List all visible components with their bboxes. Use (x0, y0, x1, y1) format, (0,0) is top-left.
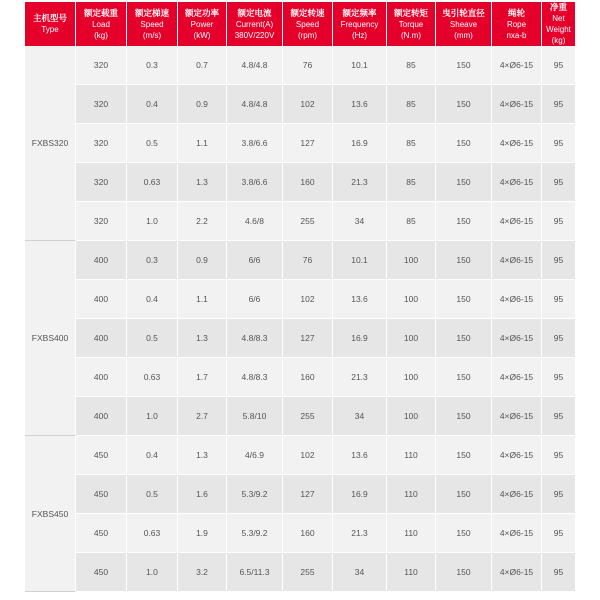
table-cell: 150 (436, 475, 492, 514)
table-cell: 1.6 (178, 475, 227, 514)
table-cell: 102 (283, 280, 333, 319)
table-cell: 100 (387, 319, 436, 358)
model-type-cell: FXBS320 (25, 46, 76, 241)
column-header-zh: 主机型号 (32, 13, 67, 23)
column-header-en: (kg) (551, 36, 566, 45)
table-cell: 400 (76, 319, 127, 358)
table-cell: 4×Ø6-15 (492, 553, 542, 592)
table-cell: 21.3 (333, 514, 387, 553)
table-row (25, 163, 575, 202)
table-cell: 6/6 (227, 280, 283, 319)
table-cell: 95 (542, 436, 575, 475)
table-cell: 150 (436, 514, 492, 553)
table-row (25, 397, 575, 436)
table-cell: 320 (76, 202, 127, 241)
table-cell: 3.2 (178, 553, 227, 592)
table-cell: 85 (387, 85, 436, 124)
table-cell: 16.9 (333, 475, 387, 514)
table-cell: 150 (436, 436, 492, 475)
table-cell: 150 (436, 241, 492, 280)
table-cell: 85 (387, 202, 436, 241)
column-header-en: (N.m) (401, 30, 421, 40)
table-cell: 95 (542, 202, 575, 241)
table-cell: 21.3 (333, 358, 387, 397)
table-cell: 150 (436, 124, 492, 163)
column-header-zh: 额定载重 (83, 7, 118, 18)
table-cell: 102 (283, 85, 333, 124)
table-cell: 450 (76, 553, 127, 592)
table-cell: 95 (542, 397, 575, 436)
table-cell: 95 (542, 85, 575, 124)
table-cell: 1.9 (178, 514, 227, 553)
column-header (333, 2, 387, 46)
table-cell: 255 (283, 553, 333, 592)
table-cell: 127 (283, 124, 333, 163)
column-header-zh: 额定转矩 (393, 7, 428, 18)
table-cell: 3.8/6.6 (227, 163, 283, 202)
table-cell: 4×Ø6-15 (492, 514, 542, 553)
column-header-zh: 额定转速 (290, 7, 325, 18)
table-cell: 4×Ø6-15 (492, 397, 542, 436)
column-header-en: (kW) (193, 30, 211, 40)
column-header-en: (mm) (454, 30, 473, 40)
table-cell: 110 (387, 514, 436, 553)
table-cell: 34 (333, 553, 387, 592)
column-header (283, 2, 333, 46)
column-header-en: (rpm) (297, 30, 318, 40)
column-header-zh: 额定梯速 (134, 7, 169, 18)
table-cell: 127 (283, 475, 333, 514)
table-cell: 1.0 (127, 397, 178, 436)
column-header-en: Current(A) (235, 19, 274, 29)
model-type-cell: FXBS400 (25, 241, 76, 436)
table-header-row (25, 2, 575, 46)
table-cell: 5.3/9.2 (227, 514, 283, 553)
table-cell: 0.9 (178, 241, 227, 280)
table-cell: 0.63 (127, 358, 178, 397)
table-cell: 0.9 (178, 85, 227, 124)
column-header-zh: 额定电流 (237, 7, 272, 18)
table-row (25, 85, 575, 124)
table-cell: 4.8/8.3 (227, 358, 283, 397)
table-cell: 160 (283, 514, 333, 553)
table-cell: 5.8/10 (227, 397, 283, 436)
table-cell: 400 (76, 280, 127, 319)
column-header (542, 2, 575, 46)
column-header (127, 2, 178, 46)
table-cell: 1.7 (178, 358, 227, 397)
table-cell: 160 (283, 163, 333, 202)
table-cell: 110 (387, 436, 436, 475)
table-cell: 160 (283, 358, 333, 397)
table-cell: 150 (436, 358, 492, 397)
table-cell: 5.3/9.2 (227, 475, 283, 514)
table-row (25, 202, 575, 241)
table-cell: 4.6/8 (227, 202, 283, 241)
table-cell: 95 (542, 553, 575, 592)
table-cell: 4.8/4.8 (227, 85, 283, 124)
table-cell: 34 (333, 202, 387, 241)
column-header (178, 2, 227, 46)
table-cell: 1.0 (127, 553, 178, 592)
table-cell: 110 (387, 553, 436, 592)
column-header-en: Frequency (340, 19, 379, 29)
table-cell: 95 (542, 475, 575, 514)
table-cell: 34 (333, 397, 387, 436)
table-cell: 13.6 (333, 436, 387, 475)
table-cell: 4×Ø6-15 (492, 280, 542, 319)
table-body (25, 46, 575, 592)
table-cell: 150 (436, 553, 492, 592)
table-cell: 102 (283, 436, 333, 475)
table-row (25, 46, 575, 85)
table-cell: 150 (436, 202, 492, 241)
table-cell: 100 (387, 397, 436, 436)
table-cell: 4×Ø6-15 (492, 85, 542, 124)
table-cell: 85 (387, 124, 436, 163)
table-cell: 100 (387, 358, 436, 397)
column-header-en: Net Weight (546, 14, 571, 34)
table-cell: 95 (542, 358, 575, 397)
column-header-zh: 额定频率 (342, 7, 377, 18)
table-cell: 16.9 (333, 319, 387, 358)
column-header-en: 380V/220V (234, 30, 275, 40)
table-cell: 0.4 (127, 85, 178, 124)
table-cell: 13.6 (333, 280, 387, 319)
model-type-cell: FXBS450 (25, 436, 76, 592)
column-header-en: Type (41, 25, 59, 34)
table-row (25, 124, 575, 163)
table-cell: 255 (283, 397, 333, 436)
column-header (387, 2, 436, 46)
column-header-en: (m/s) (142, 30, 162, 40)
table-cell: 400 (76, 358, 127, 397)
table-row (25, 514, 575, 553)
table-cell: 3.8/6.6 (227, 124, 283, 163)
table-cell: 0.63 (127, 514, 178, 553)
table-cell: 1.0 (127, 202, 178, 241)
column-header-en: (Hz) (351, 30, 368, 40)
table-cell: 320 (76, 124, 127, 163)
table-cell: 95 (542, 319, 575, 358)
table-cell: 76 (283, 46, 333, 85)
table-row (25, 553, 575, 592)
table-cell: 150 (436, 46, 492, 85)
table-cell: 100 (387, 280, 436, 319)
table-cell: 0.4 (127, 436, 178, 475)
table-cell: 2.7 (178, 397, 227, 436)
column-header-en: Speed (140, 19, 164, 29)
table-row (25, 358, 575, 397)
table-cell: 85 (387, 163, 436, 202)
table-cell: 0.4 (127, 280, 178, 319)
spec-table-container (25, 2, 575, 592)
table-cell: 320 (76, 85, 127, 124)
table-cell: 1.1 (178, 280, 227, 319)
column-header (25, 2, 76, 46)
column-header-en: Torque (398, 19, 424, 29)
table-cell: 0.3 (127, 46, 178, 85)
table-row (25, 280, 575, 319)
table-cell: 4.8/8.3 (227, 319, 283, 358)
table-cell: 76 (283, 241, 333, 280)
table-cell: 6/6 (227, 241, 283, 280)
table-cell: 16.9 (333, 124, 387, 163)
table-row (25, 436, 575, 475)
table-cell: 95 (542, 280, 575, 319)
table-cell: 1.3 (178, 163, 227, 202)
table-cell: 320 (76, 46, 127, 85)
column-header-en: Speed (295, 19, 320, 29)
column-header (76, 2, 127, 46)
table-cell: 4×Ø6-15 (492, 436, 542, 475)
table-cell: 0.5 (127, 475, 178, 514)
table-cell: 2.2 (178, 202, 227, 241)
table-row (25, 475, 575, 514)
table-cell: 4.8/4.8 (227, 46, 283, 85)
table-cell: 450 (76, 514, 127, 553)
table-cell: 450 (76, 436, 127, 475)
table-cell: 95 (542, 124, 575, 163)
column-header (492, 2, 542, 46)
column-header-zh: 额定功率 (184, 7, 219, 18)
table-cell: 150 (436, 397, 492, 436)
column-header (227, 2, 283, 46)
table-cell: 10.1 (333, 241, 387, 280)
table-cell: 150 (436, 280, 492, 319)
table-cell: 85 (387, 46, 436, 85)
table-cell: 150 (436, 163, 492, 202)
table-cell: 10.1 (333, 46, 387, 85)
table-cell: 110 (387, 475, 436, 514)
column-header-en: (kg) (94, 30, 108, 40)
column-header (436, 2, 492, 46)
table-cell: 0.3 (127, 241, 178, 280)
column-header-en: Rope (506, 19, 527, 29)
table-cell: 4×Ø6-15 (492, 319, 542, 358)
column-header-en: Power (190, 19, 214, 29)
table-cell: 13.6 (333, 85, 387, 124)
column-header-zh: 曳引轮直径 (442, 7, 485, 18)
table-cell: 450 (76, 475, 127, 514)
column-header-zh: 净重 (549, 2, 567, 12)
column-header-en: nxa-b (506, 30, 527, 40)
table-cell: 95 (542, 241, 575, 280)
table-cell: 4×Ø6-15 (492, 475, 542, 514)
table-cell: 0.5 (127, 124, 178, 163)
table-row (25, 319, 575, 358)
column-header-zh: 绳轮 (507, 7, 525, 18)
column-header-en: Sheave (449, 19, 478, 29)
table-cell: 0.7 (178, 46, 227, 85)
table-cell: 95 (542, 163, 575, 202)
traction-machine-spec-table (25, 2, 575, 592)
table-cell: 150 (436, 319, 492, 358)
table-cell: 150 (436, 85, 492, 124)
table-row (25, 241, 575, 280)
table-cell: 4×Ø6-15 (492, 358, 542, 397)
column-header-en: Load (92, 19, 110, 29)
table-cell: 21.3 (333, 163, 387, 202)
table-cell: 400 (76, 241, 127, 280)
table-cell: 6.5/11.3 (227, 553, 283, 592)
table-cell: 95 (542, 514, 575, 553)
table-cell: 4×Ø6-15 (492, 202, 542, 241)
table-cell: 0.5 (127, 319, 178, 358)
table-cell: 100 (387, 241, 436, 280)
table-cell: 0.63 (127, 163, 178, 202)
table-cell: 255 (283, 202, 333, 241)
table-cell: 1.3 (178, 319, 227, 358)
table-cell: 1.1 (178, 124, 227, 163)
table-cell: 95 (542, 46, 575, 85)
table-cell: 1.3 (178, 436, 227, 475)
table-cell: 4×Ø6-15 (492, 163, 542, 202)
table-cell: 4×Ø6-15 (492, 241, 542, 280)
table-cell: 127 (283, 319, 333, 358)
table-cell: 400 (76, 397, 127, 436)
table-cell: 4/6.9 (227, 436, 283, 475)
table-cell: 320 (76, 163, 127, 202)
table-cell: 4×Ø6-15 (492, 124, 542, 163)
table-cell: 4×Ø6-15 (492, 46, 542, 85)
